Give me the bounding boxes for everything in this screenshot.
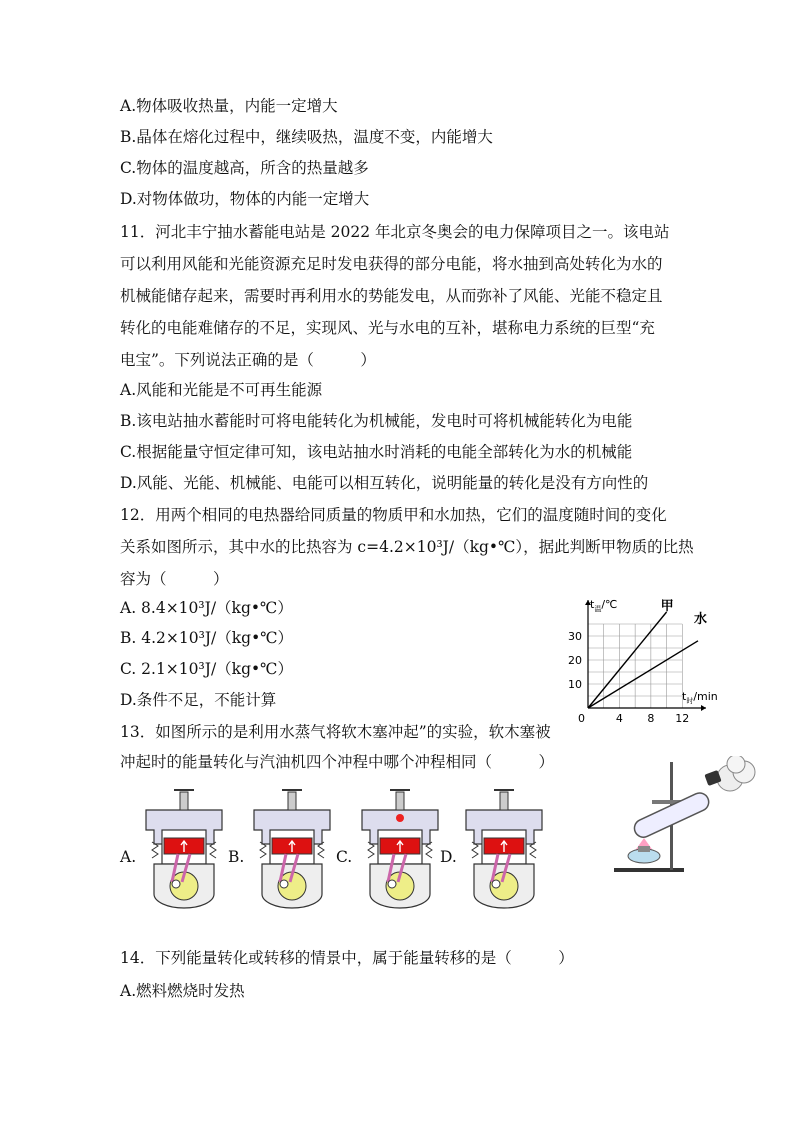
steam-cork-experiment-diagram xyxy=(612,756,762,876)
chart-axes xyxy=(585,600,706,711)
q11-option-c: C.根据能量守恒定律可知，该电站抽水时消耗的电能全部转化为水的机械能 xyxy=(120,443,633,461)
q10-option-d: D.对物体做功，物体的内能一定增大 xyxy=(120,190,370,208)
chart-grid xyxy=(588,624,682,708)
x-axis-label: $t_时/\min$ xyxy=(682,690,718,705)
spark xyxy=(396,814,404,822)
q14-line-1: 14．下列能量转化或转移的情景中，属于能量转移的是（ ） xyxy=(120,949,574,967)
q10-option-a: A.物体吸收热量，内能一定增大 xyxy=(120,97,338,115)
q12-line-1: 12．用两个相同的电热器给同质量的物质甲和水加热，它们的温度随时间的变化 xyxy=(120,506,667,524)
q11-option-d: D.风能、光能、机械能、电能可以相互转化，说明能量的转化是没有方向性的 xyxy=(120,474,649,492)
q12-line-2: 关系如图所示，其中水的比热容为 c=4.2×10³J/（kg•℃），据此判断甲物质的比热 xyxy=(120,538,694,556)
y-tick-label: 20 xyxy=(568,654,582,667)
x-tick-label: 4 xyxy=(615,712,623,725)
y-tick-label: 30 xyxy=(568,630,582,643)
crank-pin xyxy=(280,880,288,888)
engine-label-b: B. xyxy=(228,848,245,866)
q11-option-a: A.风能和光能是不可再生能源 xyxy=(120,381,323,399)
spark-plug xyxy=(500,792,508,810)
engine-label-c: C. xyxy=(336,848,353,866)
q11-option-b: B.该电站抽水蓄能时可将电能转化为机械能，发电时可将机械能转化为电能 xyxy=(120,412,633,430)
q11-line-3: 机械能储存起来，需要时再利用水的势能发电，从而弥补了风能、光能不稳定且 xyxy=(120,287,663,305)
engine-diagram-3 xyxy=(466,790,542,908)
q10-option-c: C.物体的温度越高，所含的热量越多 xyxy=(120,159,369,177)
engine-diagram-0 xyxy=(146,790,222,908)
crank-pin xyxy=(388,880,396,888)
q12-option-a: A. 8.4×10³J/（kg•℃） xyxy=(120,599,293,617)
q11-line-2: 可以利用风能和光能资源充足时发电获得的部分电能，将水抽到高处转化为水的 xyxy=(120,255,663,273)
y-axis-label: $t_温/℃$ xyxy=(590,598,618,613)
q12-line-3: 容为（ ） xyxy=(120,570,229,588)
q13-line-2: 冲起时的能量转化与汽油机四个冲程中哪个冲程相同（ ） xyxy=(120,753,555,771)
engine-label-a: A. xyxy=(120,848,137,866)
crank-pin xyxy=(492,880,500,888)
series-label-1: 水 xyxy=(694,611,708,627)
q11-line-4: 转化的电能难储存的不足，实现风、光与水电的互补，堪称电力系统的巨型“充 xyxy=(120,319,655,337)
q13-line-1: 13．如图所示的是利用水蒸气将软木塞冲起”的实验，软木塞被 xyxy=(120,723,551,741)
q10-option-b: B.晶体在熔化过程中，继续吸热，温度不变，内能增大 xyxy=(120,128,493,146)
engine-strokes-row xyxy=(120,782,560,912)
crank-pin xyxy=(172,880,180,888)
spark-plug xyxy=(396,792,404,810)
engine-diagram-2 xyxy=(362,790,438,908)
q11-line-1: 11．河北丰宁抽水蓄能电站是 2022 年北京冬奥会的电力保障项目之一。该电站 xyxy=(120,223,670,241)
origin-label: 0 xyxy=(578,712,585,725)
y-tick-label: 10 xyxy=(568,678,582,691)
spark-plug xyxy=(180,792,188,810)
q14-option-a: A.燃料燃烧时发热 xyxy=(120,982,245,1000)
q11-line-5: 电宝”。下列说法正确的是（ ） xyxy=(120,351,376,369)
series-label-0: 甲 xyxy=(660,599,674,614)
engine-label-d: D. xyxy=(440,848,457,866)
engine-diagram-1 xyxy=(254,790,330,908)
spark-plug xyxy=(288,792,296,810)
q12-option-c: C. 2.1×10³J/（kg•℃） xyxy=(120,660,293,678)
x-tick-label: 8 xyxy=(647,712,655,725)
x-axis-arrow xyxy=(701,705,706,711)
q12-option-d: D.条件不足，不能计算 xyxy=(120,691,277,709)
engine-diagrams xyxy=(120,782,560,912)
temperature-time-graph xyxy=(560,596,720,726)
q12-option-b: B. 4.2×10³J/（kg•℃） xyxy=(120,629,294,647)
x-tick-label: 12 xyxy=(675,712,690,725)
